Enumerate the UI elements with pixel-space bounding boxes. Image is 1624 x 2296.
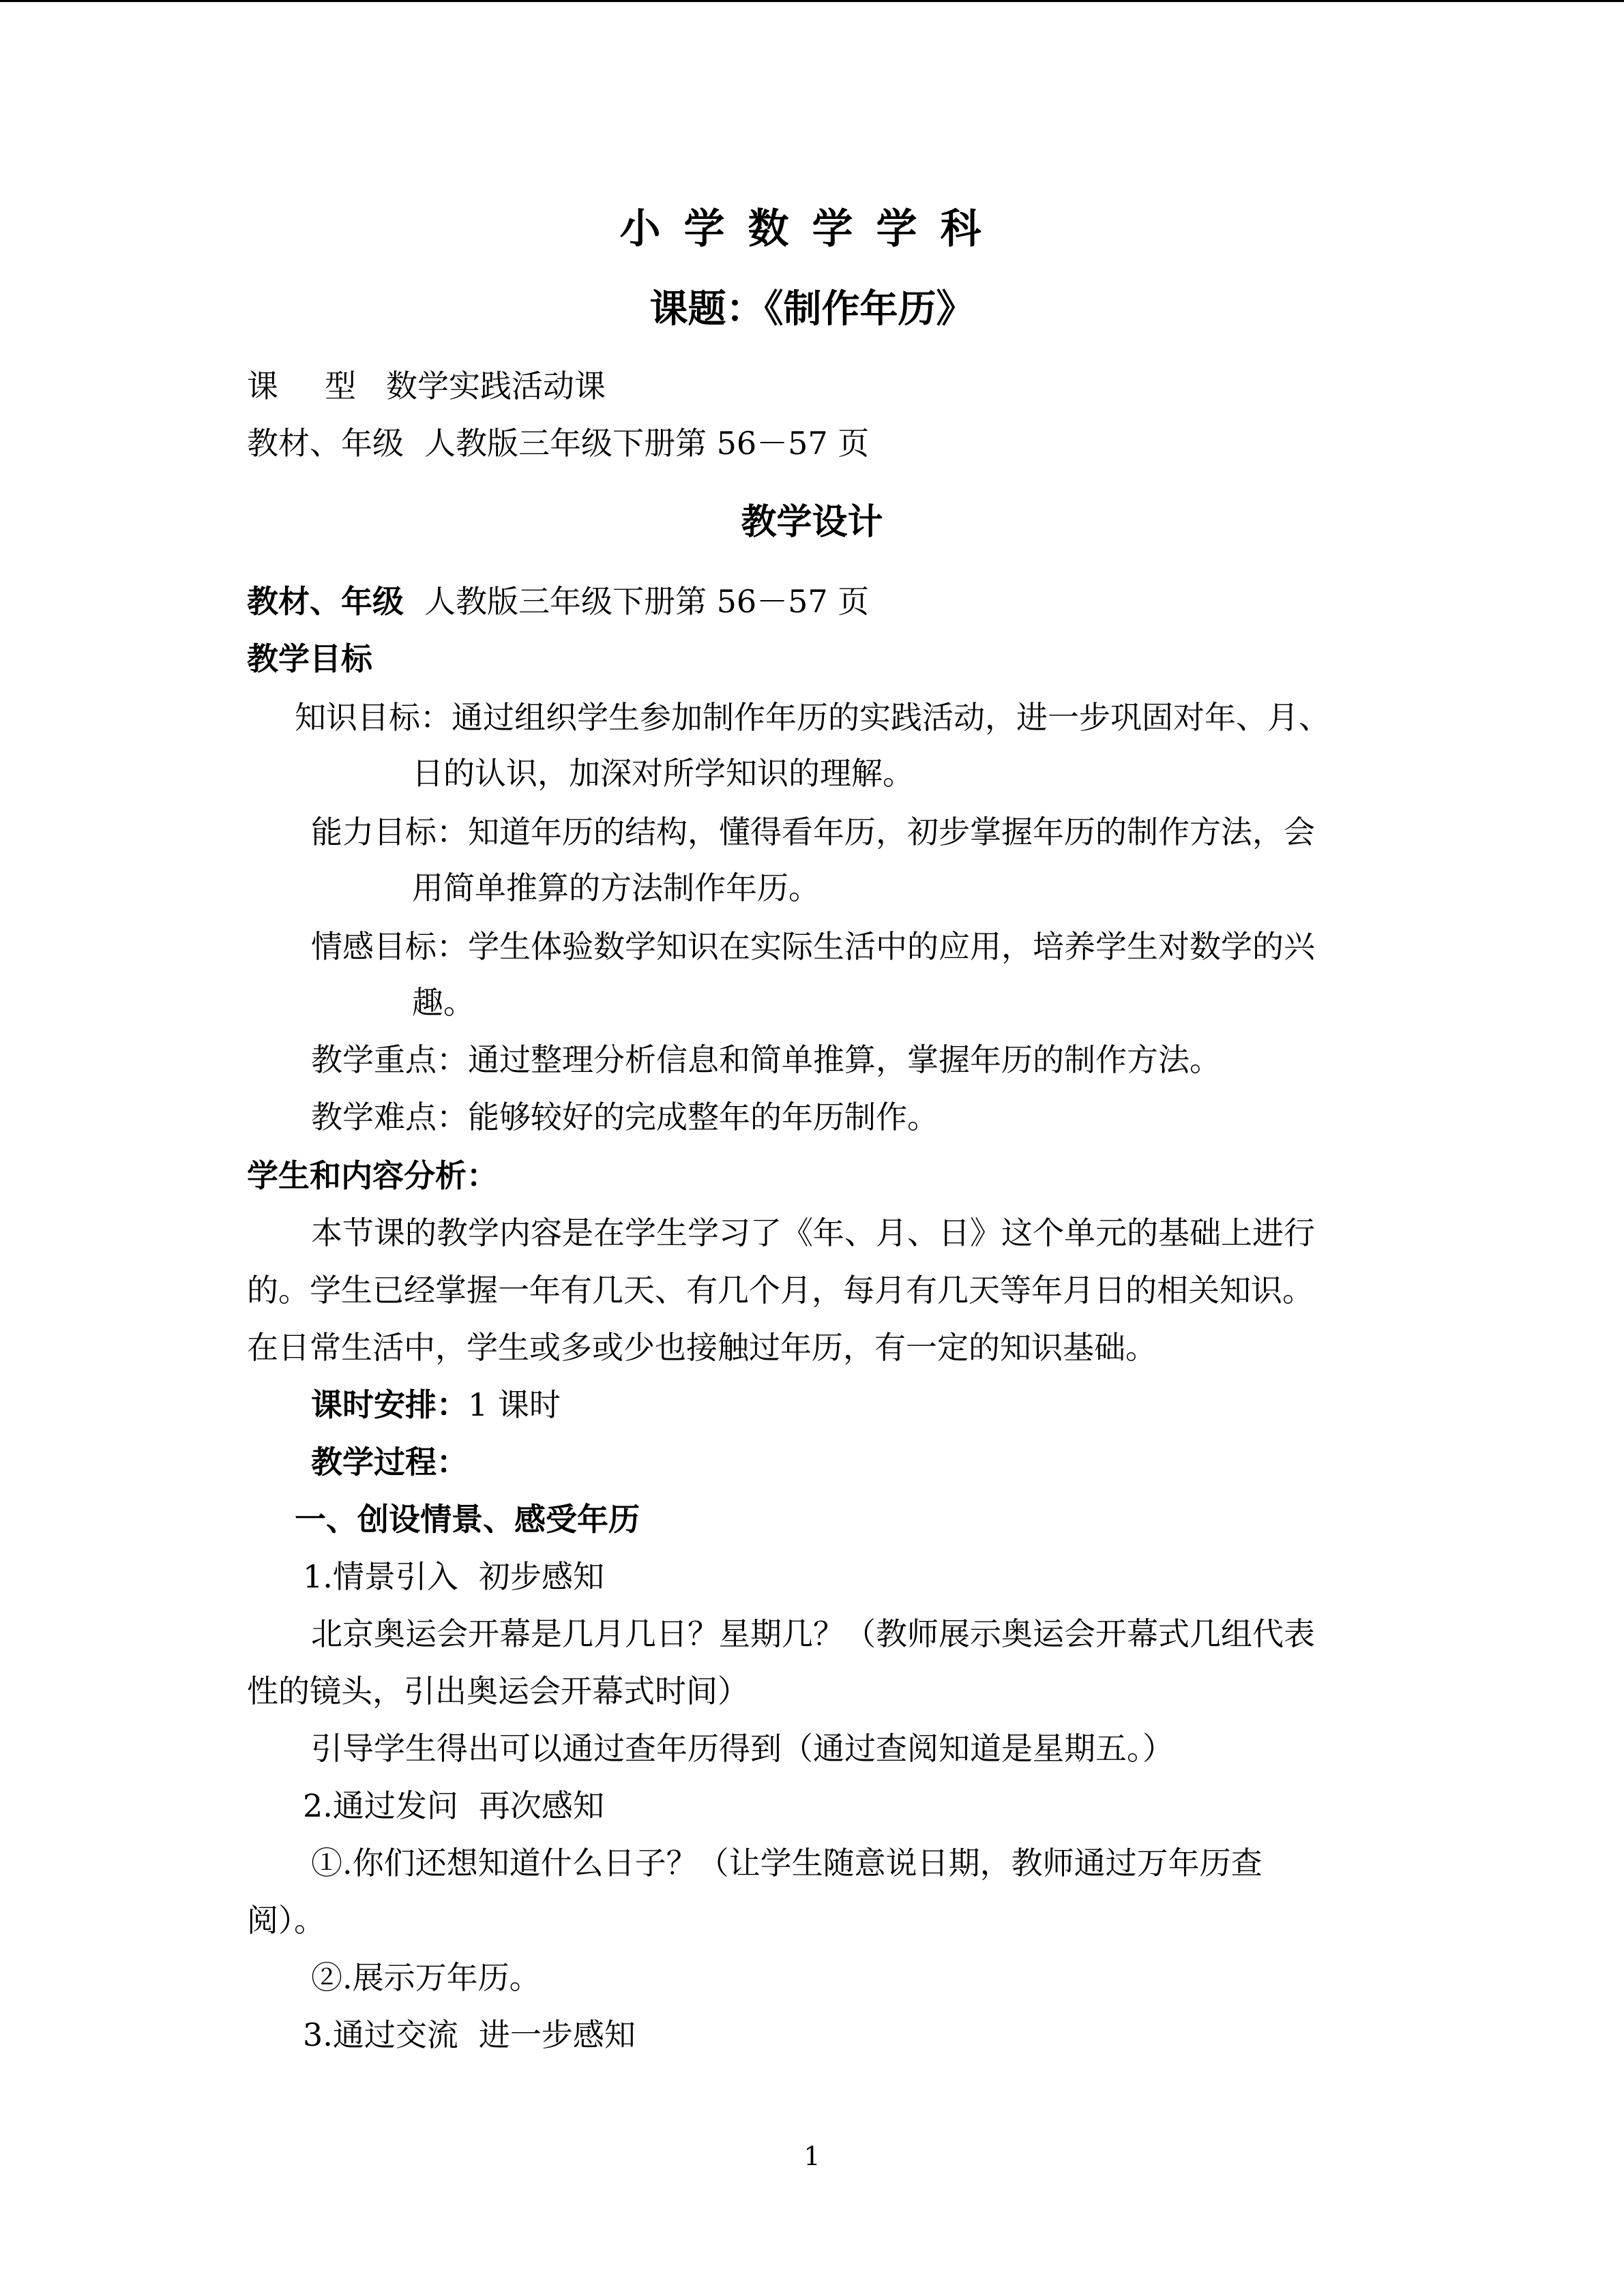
step1-para2: 引导学生得出可以通过查年历得到（通过查阅知道是星期五。） xyxy=(311,1730,1174,1767)
process-heading: 教学过程： xyxy=(311,1444,468,1480)
goals-heading: 教学目标 xyxy=(247,640,372,677)
step2-item2: ②.展示万年历。 xyxy=(311,1959,541,1996)
design-material-label: 教材、年级 xyxy=(247,583,404,620)
step1-text: 初步感知 xyxy=(478,1558,604,1595)
top-border-line xyxy=(0,0,1624,2)
step2-text: 再次感知 xyxy=(478,1787,604,1824)
schedule-label: 课时安排： xyxy=(311,1386,468,1423)
part1-heading: 一、创设情景、感受年历 xyxy=(295,1501,640,1538)
section-title: 教学设计 xyxy=(741,502,883,543)
step3-number: 3.通过交流 xyxy=(303,2016,458,2053)
knowledge-goal-line2: 日的认识，加深对所学知识的理解。 xyxy=(412,755,914,792)
ability-goal-line2: 用简单推算的方法制作年历。 xyxy=(412,869,820,906)
step2-row xyxy=(303,1785,604,1826)
lesson-type-value: 数学实践活动课 xyxy=(386,368,606,404)
step1-para-line1: 北京奥运会开幕是几月几日？星期几？（教师展示奥运会开幕式几组代表 xyxy=(311,1615,1315,1652)
step2-number: 2.通过发问 xyxy=(303,1787,458,1824)
difficult-point: 教学难点：能够较好的完成整年的年历制作。 xyxy=(311,1099,939,1135)
step2-item1-line1: ①.你们还想知道什么日子？（让学生随意说日期，教师通过万年历查 xyxy=(311,1845,1263,1881)
emotion-goal-line2: 趣。 xyxy=(412,984,475,1021)
schedule-value: 1 课时 xyxy=(468,1386,561,1423)
design-material-row xyxy=(247,581,869,622)
ability-goal-line1: 能力目标：知道年历的结构，懂得看年历，初步掌握年历的制作方法，会 xyxy=(311,814,1315,850)
page-number: 1 xyxy=(803,2141,821,2171)
knowledge-goal-line1: 知识目标：通过组织学生参加制作年历的实践活动，进一步巩固对年、月、 xyxy=(295,699,1330,736)
step2-item1-line2: 阅）。 xyxy=(247,1902,325,1939)
step1-number: 1.情景引入 xyxy=(303,1558,458,1595)
lesson-type-label-1: 课 xyxy=(247,368,278,404)
key-point: 教学重点：通过整理分析信息和简单推算，掌握年历的制作方法。 xyxy=(311,1041,1221,1078)
step1-row xyxy=(303,1556,604,1597)
lesson-title: 课题：《制作年历》 xyxy=(649,287,975,331)
analysis-line3: 在日常生活中，学生或多或少也接触过年历，有一定的知识基础。 xyxy=(247,1329,1157,1366)
lesson-type-row xyxy=(247,366,606,406)
design-material-value: 人教版三年级下册第 56－57 页 xyxy=(424,583,870,620)
schedule-row xyxy=(311,1384,561,1425)
main-title: 小学数学学科 xyxy=(619,205,1005,253)
analysis-heading: 学生和内容分析： xyxy=(247,1157,498,1194)
material-label: 教材、年级 xyxy=(247,425,404,462)
emotion-goal-line1: 情感目标：学生体验数学知识在实际生活中的应用，培养学生对数学的兴 xyxy=(311,928,1315,965)
analysis-line1: 本节课的教学内容是在学生学习了《年、月、日》这个单元的基础上进行 xyxy=(311,1214,1315,1251)
material-row xyxy=(247,423,869,464)
step1-para-line2: 性的镜头，引出奥运会开幕式时间） xyxy=(247,1673,749,1710)
material-value: 人教版三年级下册第 56－57 页 xyxy=(424,425,870,462)
step3-row xyxy=(303,2014,636,2055)
analysis-line2: 的。学生已经掌握一年有几天、有几个月，每月有几天等年月日的相关知识。 xyxy=(247,1272,1314,1309)
step3-text: 进一步感知 xyxy=(478,2016,636,2053)
lesson-type-label-2: 型 xyxy=(325,368,356,404)
